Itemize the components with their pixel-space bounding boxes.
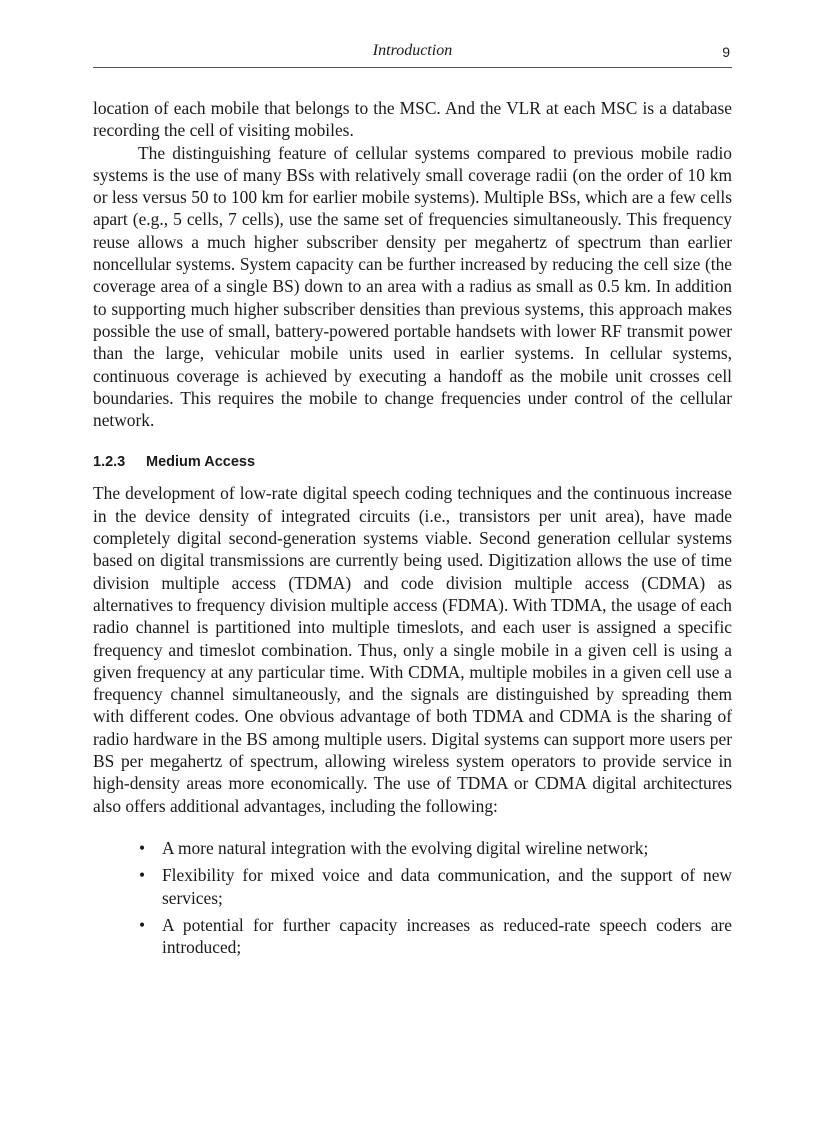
list-item-text: Flexibility for mixed voice and data communication, and the support of new services; bbox=[162, 865, 732, 908]
list-item bbox=[139, 914, 732, 959]
running-head-title: Introduction bbox=[372, 42, 453, 59]
page-number: 9 bbox=[722, 44, 730, 60]
paragraph: The distinguishing feature of cellular systems compared to previous mobile radio systems is the use of many BSs with relatively small coverage radii (on the order of 10 km or less versus 50 to 100 km for earlier mobile systems). Multiple BSs, which are a few cells apart (e.g., 5 cells, 7 cells), use the same set of frequencies simultaneously. This frequency reuse allows a much higher subscriber density per megahertz of spectrum than earlier noncellular systems. System capacity can be further increased by reducing the cell size (the coverage area of a single BS) down to an area with a radius as small as 0.5 km. In addition to supporting much higher subscriber densities than previous systems, this approach makes possible the use of small, battery-powered portable handsets with lower RF transmit power than the large, vehicular mobile units used in earlier systems. In cellular systems, continuous coverage is achieved by executing a handoff as the mobile unit crosses cell boundaries. This requires the mobile to change frequencies under control of the cellular network. bbox=[93, 142, 732, 431]
running-head bbox=[93, 41, 732, 63]
bullet-icon: • bbox=[139, 914, 146, 935]
list-item-text: A potential for further capacity increases as reduced-rate speech coders are introduced; bbox=[162, 914, 732, 958]
paragraph: The development of low-rate digital speech coding techniques and the continuous increase in the device density of integrated circuits (i.e., transistors per unit area), have made completely digital second-generation systems viable. Second generation cellular systems based on digital transmissions are currently being used. Digitization allows the use of time division multiple access (TDMA) and code division multiple access (CDMA) as alternatives to frequency division multiple access (FDMA). With TDMA, the usage of each radio channel is partitioned into multiple timeslots, and each user is assigned a specific frequency and timeslot combination. Thus, only a single mobile in a given cell is using a given frequency at any particular time. With CDMA, multiple mobiles in a given cell use a frequency channel simultaneously, and the signals are distinguished by spreading them with different codes. One obvious advantage of both TDMA and CDMA is the sharing of radio hardware in the BS among multiple users. Digital systems can support more users per BS per megahertz of spectrum, allowing wireless system operators to provide service in high-density areas more economically. The use of TDMA or CDMA digital architectures also offers additional advantages, including the following: bbox=[93, 483, 732, 816]
section-title: Medium Access bbox=[146, 454, 256, 471]
bullet-list bbox=[93, 837, 732, 958]
section-heading bbox=[93, 452, 732, 472]
list-item-text: A more natural integration with the evolving digital wireline network; bbox=[162, 837, 649, 858]
section-number: 1.2.3 bbox=[93, 454, 126, 471]
list-item bbox=[139, 837, 732, 859]
bullet-icon: • bbox=[139, 837, 146, 858]
list-item bbox=[139, 864, 732, 909]
body-text bbox=[93, 97, 732, 963]
header-rule bbox=[93, 67, 732, 68]
paragraph: location of each mobile that belongs to the MSC. And the VLR at each MSC is a database recording the cell of visiting mobiles. bbox=[93, 98, 732, 141]
bullet-icon: • bbox=[139, 865, 146, 886]
